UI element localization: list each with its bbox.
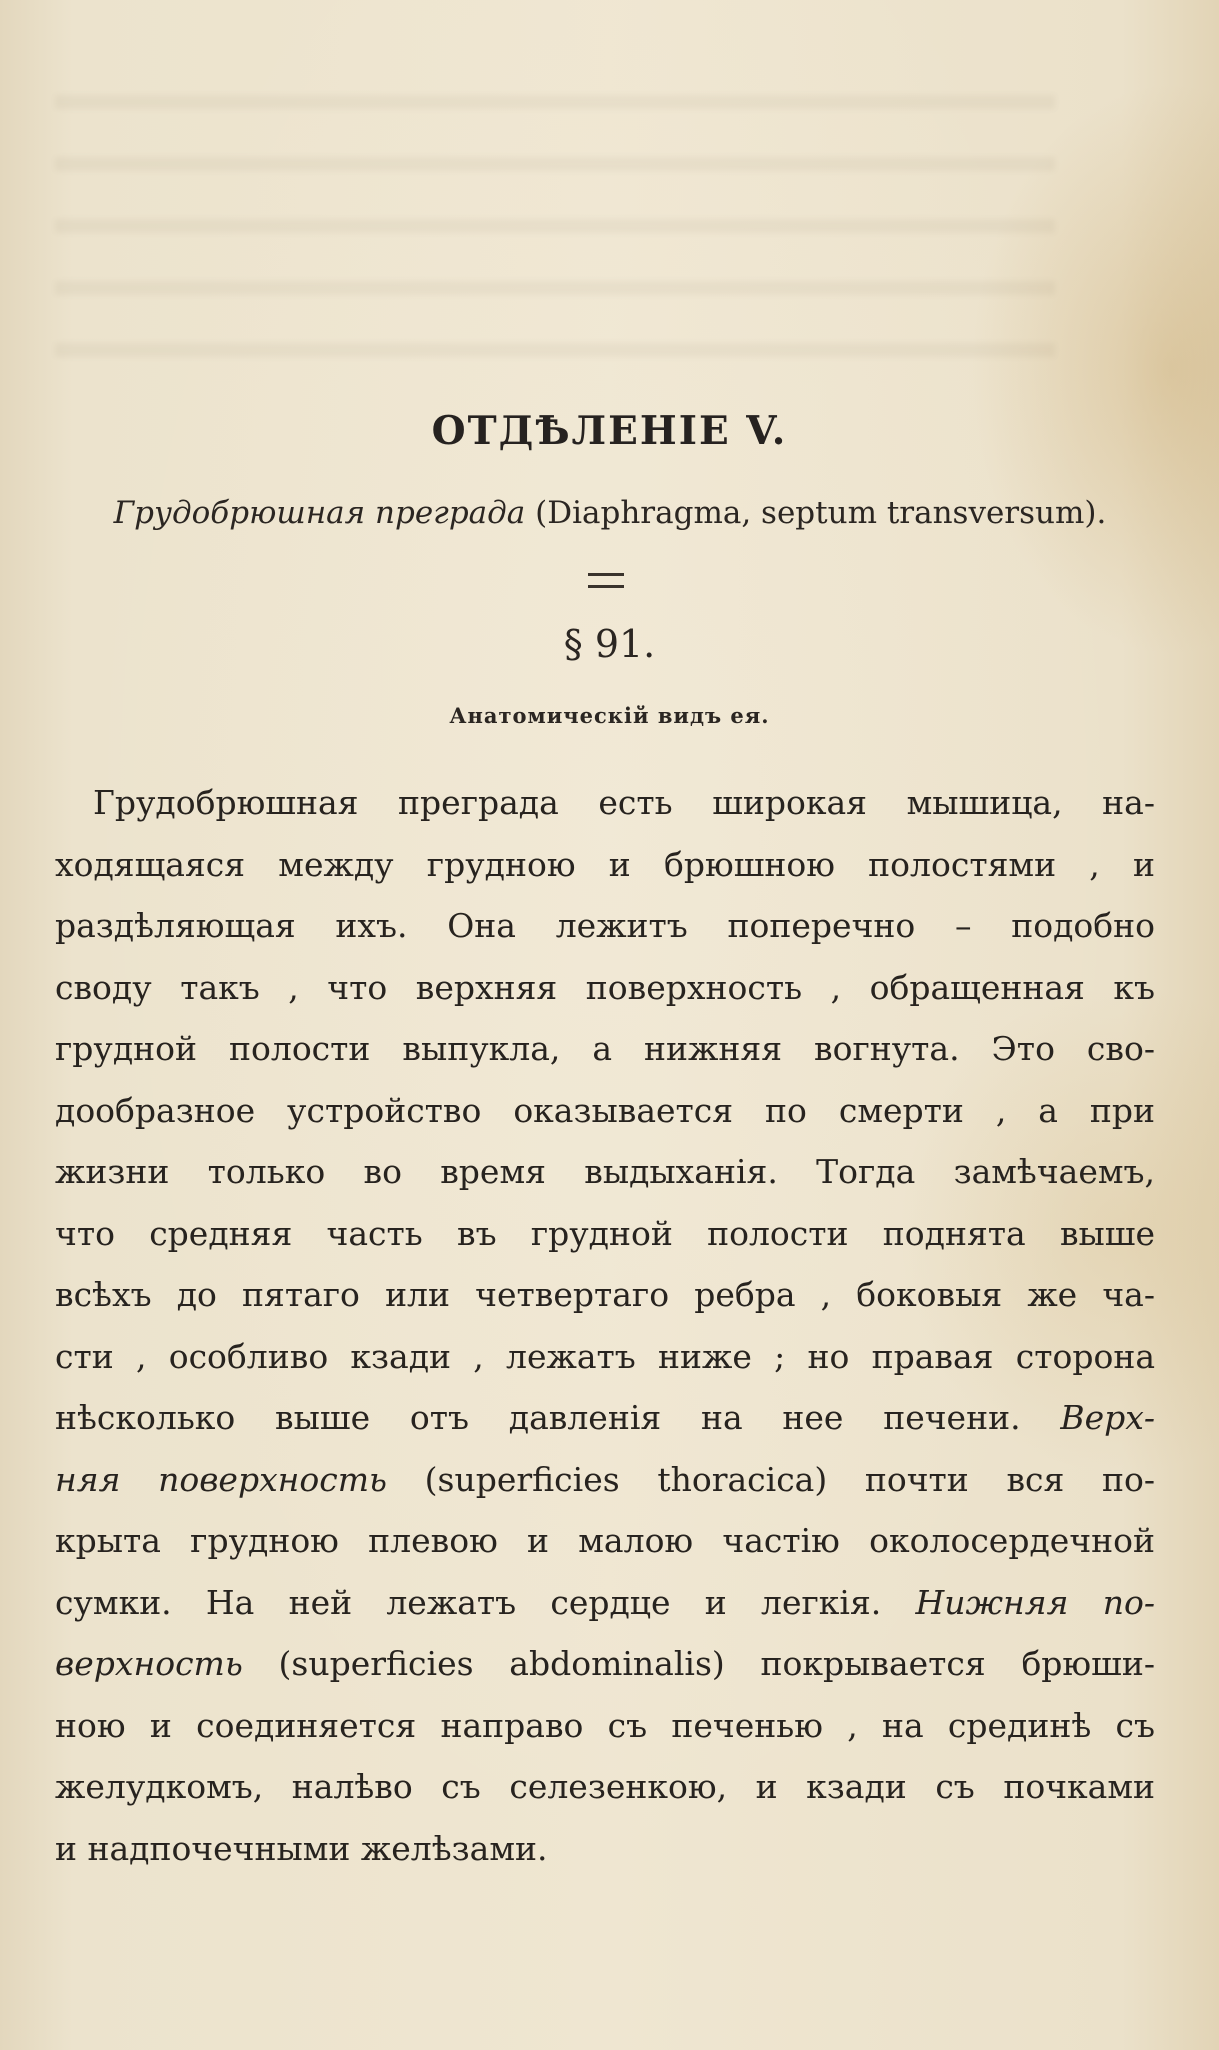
body-line xyxy=(55,1018,1155,1080)
body-line xyxy=(55,1387,1155,1449)
body-line xyxy=(55,1326,1155,1388)
subtitle-latin: (Diaphragma, septum transversum). xyxy=(535,495,1107,531)
body-line xyxy=(55,1080,1155,1142)
body-line-segment: своду такъ , что верхняя поверхность , обращенная къ xyxy=(55,967,1155,1007)
body-line xyxy=(55,1695,1155,1757)
bleed-through-text xyxy=(55,95,1055,385)
body-line-segment: Нижняя по- xyxy=(915,1582,1155,1622)
body-line xyxy=(55,1756,1155,1818)
body-line-segment: ною и соединяется направо съ печенью , на срединѣ съ xyxy=(55,1705,1155,1745)
body-line-segment: крыта грудною плевою и малою частію околосердечной xyxy=(55,1521,1155,1560)
body-line xyxy=(55,1203,1155,1265)
body-line xyxy=(55,772,1155,834)
body-line xyxy=(55,895,1155,957)
body-line-segment: нѣсколько выше отъ давленія на нее печени. xyxy=(55,1398,1061,1437)
body-line xyxy=(55,834,1155,896)
double-rule-divider xyxy=(588,573,624,588)
paragraph-number: § 91. xyxy=(563,622,656,666)
body-line-segment: дообразное устройство оказывается по смерти , а при xyxy=(55,1090,1155,1130)
body-line xyxy=(55,1818,1155,1880)
subtitle-russian: Грудобрюшная преграда xyxy=(113,495,526,531)
body-line-segment: (superficies thoracica) почти вся по- xyxy=(387,1459,1155,1499)
body-text xyxy=(55,772,1155,1879)
body-line-segment: Грудобрюшная преграда есть широкая мышица, на- xyxy=(93,783,1155,822)
body-line xyxy=(55,957,1155,1019)
body-line-segment: (superficies abdominalis) покрывается брюши- xyxy=(242,1644,1155,1683)
body-line-segment: раздѣляющая ихъ. Она лежитъ поперечно – подобно xyxy=(55,906,1155,945)
body-line-segment: няя поверхность xyxy=(55,1459,388,1499)
section-subtitle xyxy=(55,495,1165,531)
body-line-segment: и надпочечными желѣзами. xyxy=(55,1828,548,1868)
body-line xyxy=(55,1510,1155,1572)
paragraph-subheading: Анатомическій видъ ея. xyxy=(449,703,770,728)
body-line-segment: что средняя часть въ грудной полости поднята выше xyxy=(55,1213,1155,1253)
body-line-segment: жизни только во время выдыханія. Тогда замѣчаемъ, xyxy=(55,1152,1155,1191)
body-line xyxy=(55,1264,1155,1326)
body-line xyxy=(55,1449,1155,1511)
body-line-segment: грудной полости выпукла, а нижняя вогнута. Это сво- xyxy=(55,1029,1155,1068)
body-line-segment: желудкомъ, налѣво съ селезенкою, и кзади съ почками xyxy=(55,1767,1155,1806)
body-line-segment: верхность xyxy=(55,1644,243,1683)
body-line-segment: ходящаяся между грудною и брюшною полостями , и xyxy=(55,844,1155,884)
body-line-segment: сумки. На ней лежатъ сердце и легкія. xyxy=(55,1582,916,1622)
body-line xyxy=(55,1633,1155,1695)
body-line xyxy=(55,1141,1155,1203)
body-line xyxy=(55,1572,1155,1634)
section-title: ОТДѢЛЕНІЕ V. xyxy=(431,408,788,454)
body-line-segment: Верх- xyxy=(1060,1398,1155,1437)
body-line-segment: сти , особливо кзади , лежатъ ниже ; но правая сторона xyxy=(55,1336,1155,1376)
body-line-segment: всѣхъ до пятаго или четвертаго ребра , боковыя же ча- xyxy=(55,1275,1155,1314)
